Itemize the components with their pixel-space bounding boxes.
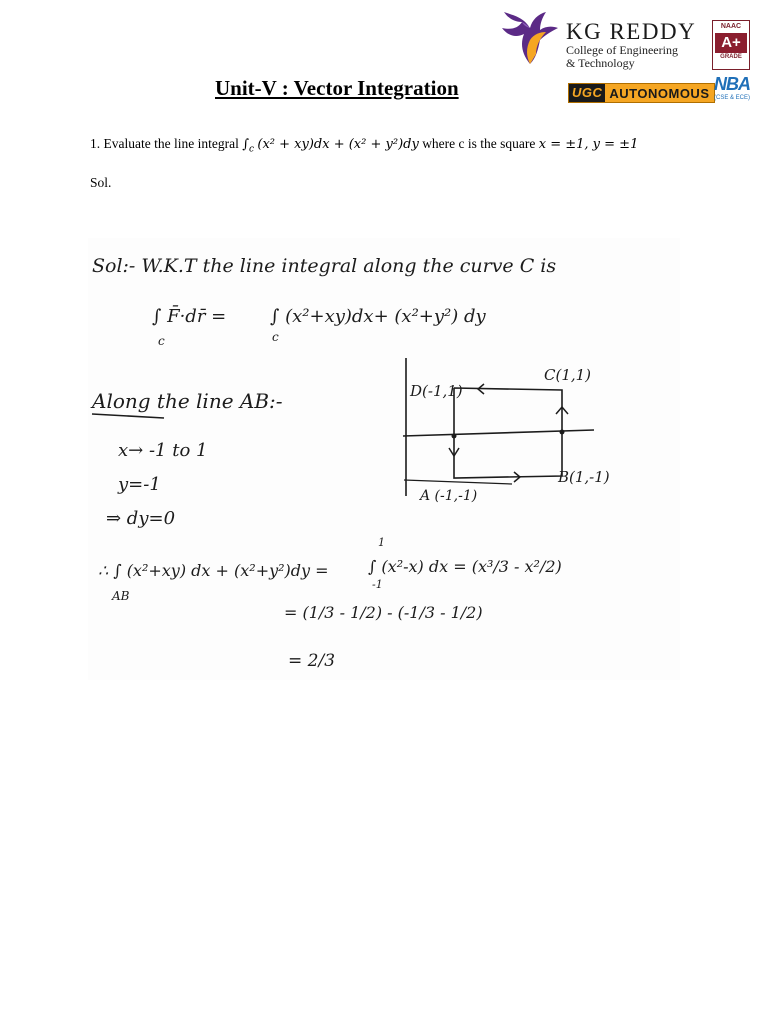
label-B: B(1,-1)	[558, 468, 610, 486]
ugc-tag: UGC	[569, 84, 605, 102]
hw-step3: ⇒ dy=0	[106, 508, 176, 529]
naac-badge	[712, 20, 750, 70]
question-middle: where c is the square	[422, 136, 536, 151]
autonomous-label: AUTONOMOUS	[609, 85, 710, 101]
point-right-axis	[560, 430, 565, 435]
hw-result-final: = 2/3	[288, 651, 336, 671]
college-logo	[500, 8, 762, 112]
question-text	[90, 136, 638, 155]
ugc-autonomous-badge	[568, 83, 715, 103]
hw-limit-upper: 1	[378, 536, 385, 549]
hw-limit-lower: -1	[372, 578, 383, 591]
x-axis-line	[403, 430, 594, 436]
integral-symbol: ∫	[242, 137, 249, 152]
handwritten-solution-svg	[88, 238, 680, 680]
hw-lhs-sub: AB	[112, 589, 130, 603]
label-D: D(-1,1)	[410, 382, 463, 400]
college-subtitle-line1: College of Engineering	[566, 43, 678, 57]
square-diagram	[403, 358, 610, 504]
naac-grade-label: GRADE	[720, 54, 742, 60]
point-left-axis	[452, 434, 457, 439]
handwritten-solution	[88, 238, 680, 680]
nba-sub-label: (CSE & ECE)	[713, 95, 750, 101]
college-subtitle	[566, 44, 678, 70]
hw-integral-lhs: ∴ ∫ (x²+xy) dx + (x²+y²)dy =	[98, 561, 329, 580]
naac-label: NAAC	[720, 23, 742, 30]
nba-badge	[712, 74, 752, 102]
hw-sub-c2: c	[272, 330, 279, 344]
hw-integral-rhs: ∫ (x²-x) dx = (x³/3 - x²/2)	[368, 557, 562, 576]
nba-logo: NBA	[714, 74, 750, 94]
hw-heading-underline	[92, 414, 164, 418]
naac-grade: A+	[715, 33, 747, 53]
question-prefix: 1. Evaluate the line integral	[90, 136, 239, 151]
hw-result-step: = (1/3 - 1/2) - (-1/3 - 1/2)	[284, 603, 483, 622]
axis-tail-line	[404, 480, 512, 484]
solution-label: Sol.	[90, 175, 112, 190]
hw-heading-ab: Along the line AB:-	[92, 389, 283, 413]
page-title: Unit-V : Vector Integration	[215, 76, 459, 100]
label-A: A (-1,-1)	[420, 488, 478, 504]
college-subtitle-line2: & Technology	[566, 56, 635, 70]
integral-subscript: c	[248, 144, 255, 155]
hw-sub-c1: c	[158, 334, 165, 348]
question-expression: (x² + xy)dx + (x² + y²)dy	[257, 137, 419, 152]
hw-line2a: ∫ F̄·dr̄ =	[152, 306, 227, 327]
hw-step2: y=-1	[118, 474, 161, 495]
college-name: KG REDDY	[566, 19, 697, 44]
hw-step1: x→ -1 to 1	[118, 440, 208, 461]
hw-line2b: ∫ (x²+xy)dx+ (x²+y²) dy	[270, 306, 486, 327]
question-condition: x = ±1, y = ±1	[538, 137, 639, 152]
label-C: C(1,1)	[544, 366, 592, 384]
hw-line1: Sol:- W.K.T the line integral along the curve C is	[92, 255, 557, 277]
eagle-logo-icon	[500, 10, 560, 66]
